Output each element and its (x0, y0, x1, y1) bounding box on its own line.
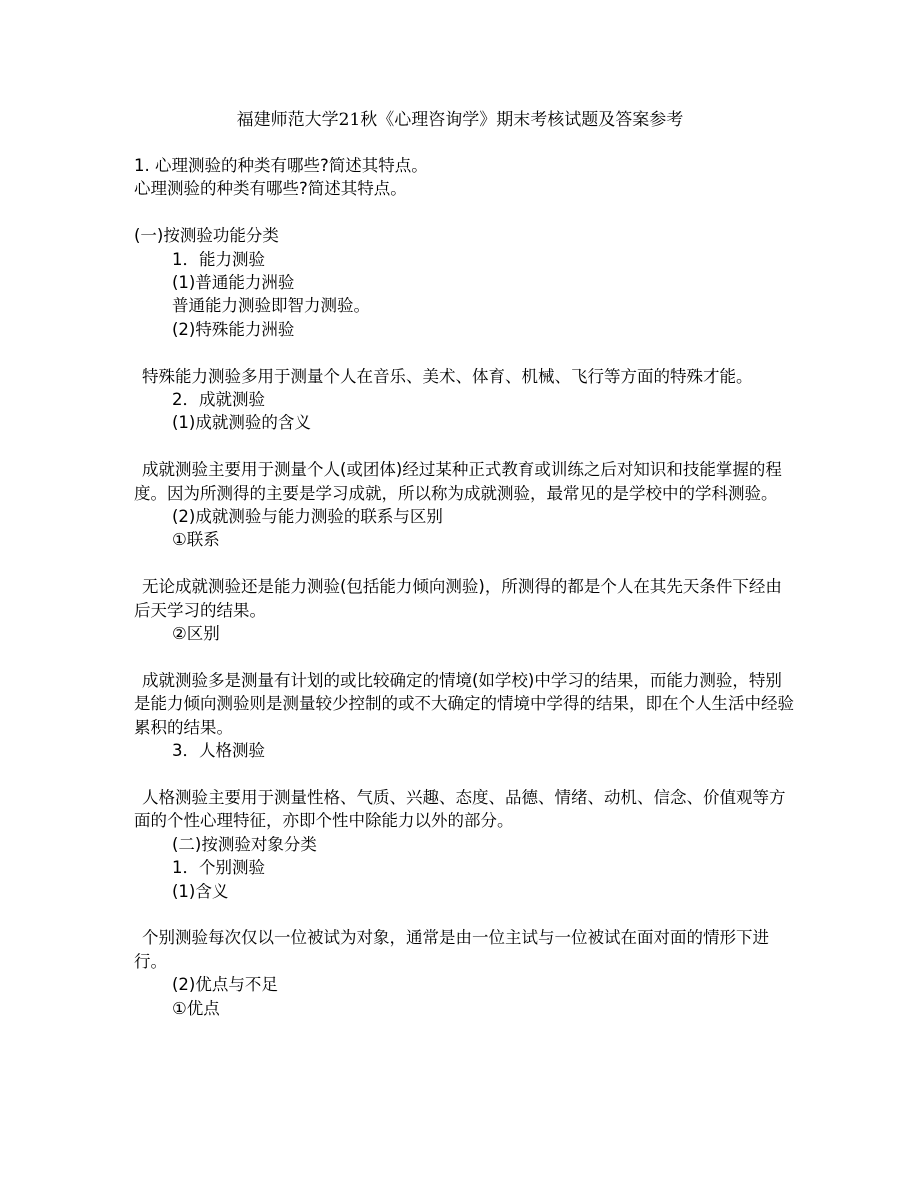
subsection-heading: 1．能力测验 (172, 249, 265, 269)
blank-line (134, 435, 794, 458)
paragraph: 成就测验多是测量有计划的或比较确定的情境(如学校)中学习的结果，而能力测验，特别是能力倾向测验则是测量较少控制的或不大确定的情境中学得的结果，即在个人生活中经验累积的结果。 (134, 670, 794, 737)
item-heading: ①联系 (172, 530, 220, 550)
item-heading: (2)成就测验与能力测验的联系与区别 (172, 507, 443, 527)
document-title: 福建师范大学21秋《心理咨询学》期末考核试题及答案参考 (236, 110, 684, 130)
question-line: 1. 心理测验的种类有哪些?简述其特点。 (134, 156, 428, 175)
section-heading: (二)按测验对象分类 (172, 834, 317, 854)
question-repeat-line: 心理测验的种类有哪些?简述其特点。 (134, 179, 407, 199)
blank-line (134, 903, 794, 926)
blank-line (134, 645, 794, 668)
item-heading: (1)成就测验的含义 (172, 413, 311, 433)
blank-line (134, 341, 794, 364)
blank-line (134, 201, 794, 224)
section-heading: (一)按测验功能分类 (134, 226, 279, 246)
subsection-heading: 1．个别测验 (172, 858, 265, 878)
subsection-heading: 2．成就测验 (172, 390, 265, 410)
paragraph: 成就测验主要用于测量个人(或团体)经过某种正式教育或训练之后对知识和技能掌握的程度。因为所测得的主要是学习成就，所以称为成就测验，最常见的是学校中的学科测验。 (134, 460, 782, 503)
item-heading: ②区别 (172, 624, 220, 644)
document-body (134, 154, 794, 1020)
item-heading: (1)含义 (172, 881, 229, 901)
item-heading: (2)特殊能力洲验 (172, 319, 295, 339)
text-line: 普通能力测验即智力测验。 (172, 296, 370, 316)
paragraph: 特殊能力测验多用于测量个人在音乐、美术、体育、机械、飞行等方面的特殊才能。 (142, 366, 753, 386)
item-heading: (2)优点与不足 (172, 975, 278, 995)
item-heading: (1)普通能力洲验 (172, 273, 295, 293)
item-heading: ①优点 (172, 998, 220, 1018)
paragraph: 人格测验主要用于测量性格、气质、兴趣、态度、品德、情绪、动机、信念、价值观等方面的个性心理特征，亦即个性中除能力以外的部分。 (134, 787, 786, 831)
blank-line (134, 552, 794, 575)
subsection-heading: 3．人格测验 (172, 741, 265, 761)
blank-line (134, 762, 794, 785)
paragraph: 个别测验每次仅以一位被试为对象，通常是由一位主试与一位被试在面对面的情形下进行。 (134, 928, 769, 971)
paragraph: 无论成就测验还是能力测验(包括能力倾向测验)，所测得的都是个人在其先天条件下经由后天学习的结果。 (134, 577, 782, 620)
